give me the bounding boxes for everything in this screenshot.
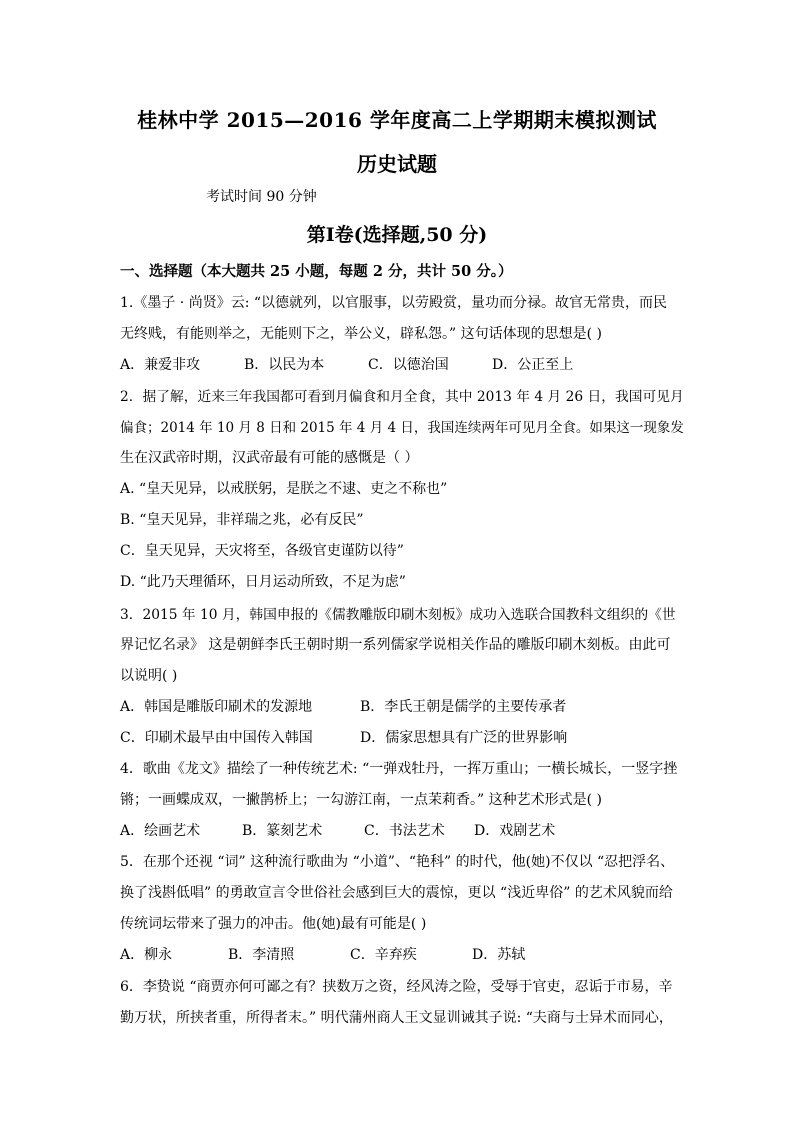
q3-line-2: 界记忆名录》 这是朝鲜李氏王朝时期一系列儒家学说相关作品的雕版印刷木刻板。由此可 <box>120 637 671 653</box>
exam-subtitle: 历史试题 <box>357 152 437 176</box>
volume-heading-text: 第Ⅰ卷(选择题,50 分) <box>306 224 488 246</box>
q1-line-1: 1.《墨子 · 尚贤》云: “以德就列，以官服事，以劳殿赏，量功而分禄。故官无常贵，而民 <box>120 295 668 311</box>
q3-line-3: 以说明( ) <box>120 668 178 684</box>
q3-options-cd <box>120 727 567 747</box>
q2-option-a: A. “皇天见异，以戒朕躬，是朕之不逮、吏之不称也” <box>120 481 448 497</box>
q1-line-2: 无终贱，有能则举之，无能则下之，举公义，辟私怨。” 这句话体现的思想是( ) <box>120 326 602 342</box>
q2-option-c: C．皇天见异，天灾将至，各级官吏谨防以待” <box>120 543 404 559</box>
q5-line-1: 5．在那个还视 “词” 这种流行歌曲为 “小道”、“艳科” 的时代，他(她)不仅以 “忍把浮名、 <box>120 854 675 870</box>
q3-option-a: A．韩国是雕版印刷术的发源地 <box>120 699 313 715</box>
q4-line-2: 锵；一画蝶成双，一撇鹊桥上；一勾游江南，一点茉莉香。” 这种艺术形式是( ) <box>120 792 602 808</box>
q1-option-c: C．以德治国 <box>368 357 449 373</box>
q1-option-b: B．以民为本 <box>244 357 325 373</box>
q3-options-ab <box>120 696 566 716</box>
q3-option-b: B．李氏王朝是儒学的主要传承者 <box>360 699 567 715</box>
part-one-heading: 一、选择题（本大题共 25 小题，每题 2 分，共计 50 分。） <box>120 263 513 280</box>
q4-options <box>120 820 555 840</box>
q1-option-a: A．兼爱非攻 <box>120 357 201 373</box>
q2-line-3: 生在汉武帝时期，汉武帝最有可能的感慨是（ ） <box>120 450 419 466</box>
q3-option-c: C．印刷术最早由中国传入韩国 <box>120 730 313 746</box>
exam-time: 考试时间 90 分钟 <box>206 189 317 205</box>
q5-option-a: A．柳永 <box>120 947 173 963</box>
q5-option-d: D．苏轼 <box>472 947 526 963</box>
q4-option-b: B．篆刻艺术 <box>242 823 323 839</box>
exam-title: 桂林中学 2015—2016 学年度高二上学期期末模拟测试 <box>137 108 657 132</box>
q6-line-1: 6．李贽说 “商贾亦何可鄙之有？挟数万之资，经风涛之险，受辱于官吏，忍诟于市易，辛 <box>120 979 673 995</box>
q1-option-d: D．公正至上 <box>492 357 574 373</box>
q6-line-2: 勤万状，所挟者重，所得者末。” 明代蒲州商人王文显训诫其子说: “夫商与士异术而同心， <box>120 1010 673 1026</box>
q2-line-2: 偏食；2014 年 10 月 8 日和 2015 年 4 月 4 日，我国连续两年可见月全食。如果这一现象发 <box>120 420 684 436</box>
q4-line-1: 4．歌曲《龙文》描绘了一种传统艺术: “一弹戏牡丹，一挥万重山；一横长城长，一竖字挫 <box>120 761 678 777</box>
q3-line-1: 3．2015 年 10 月，韩国申报的《儒教雕版印刷木刻板》成功入选联合国教科文组织的《世 <box>120 607 676 623</box>
q2-option-b: B. “皇天见异，非祥瑞之兆，必有反民” <box>120 512 364 528</box>
q5-options <box>120 944 525 964</box>
q5-line-3: 传统词坛带来了强力的冲击。他(她)最有可能是( ) <box>120 916 427 932</box>
q3-option-d: D．儒家思想具有广泛的世界影响 <box>360 730 568 746</box>
q4-option-c: C．书法艺术 <box>364 823 445 839</box>
q4-option-a: A．绘画艺术 <box>120 823 201 839</box>
q2-line-1: 2．据了解，近来三年我国都可看到月偏食和月全食，其中 2013 年 4 月 26 日，我国可见月 <box>120 389 684 405</box>
q4-option-d: D．戏剧艺术 <box>474 823 556 839</box>
q2-option-d: D. “此乃天理循环，日月运动所致，不足为虑” <box>120 574 406 590</box>
q1-options <box>120 354 573 374</box>
q5-option-b: B．李清照 <box>228 947 295 963</box>
q5-line-2: 换了浅斟低唱” 的勇敢宣言令世俗社会感到巨大的震惊，更以 “浅近卑俗” 的艺术风貌而给 <box>120 885 673 901</box>
volume-heading <box>0 220 794 247</box>
q5-option-c: C．辛弃疾 <box>350 947 417 963</box>
